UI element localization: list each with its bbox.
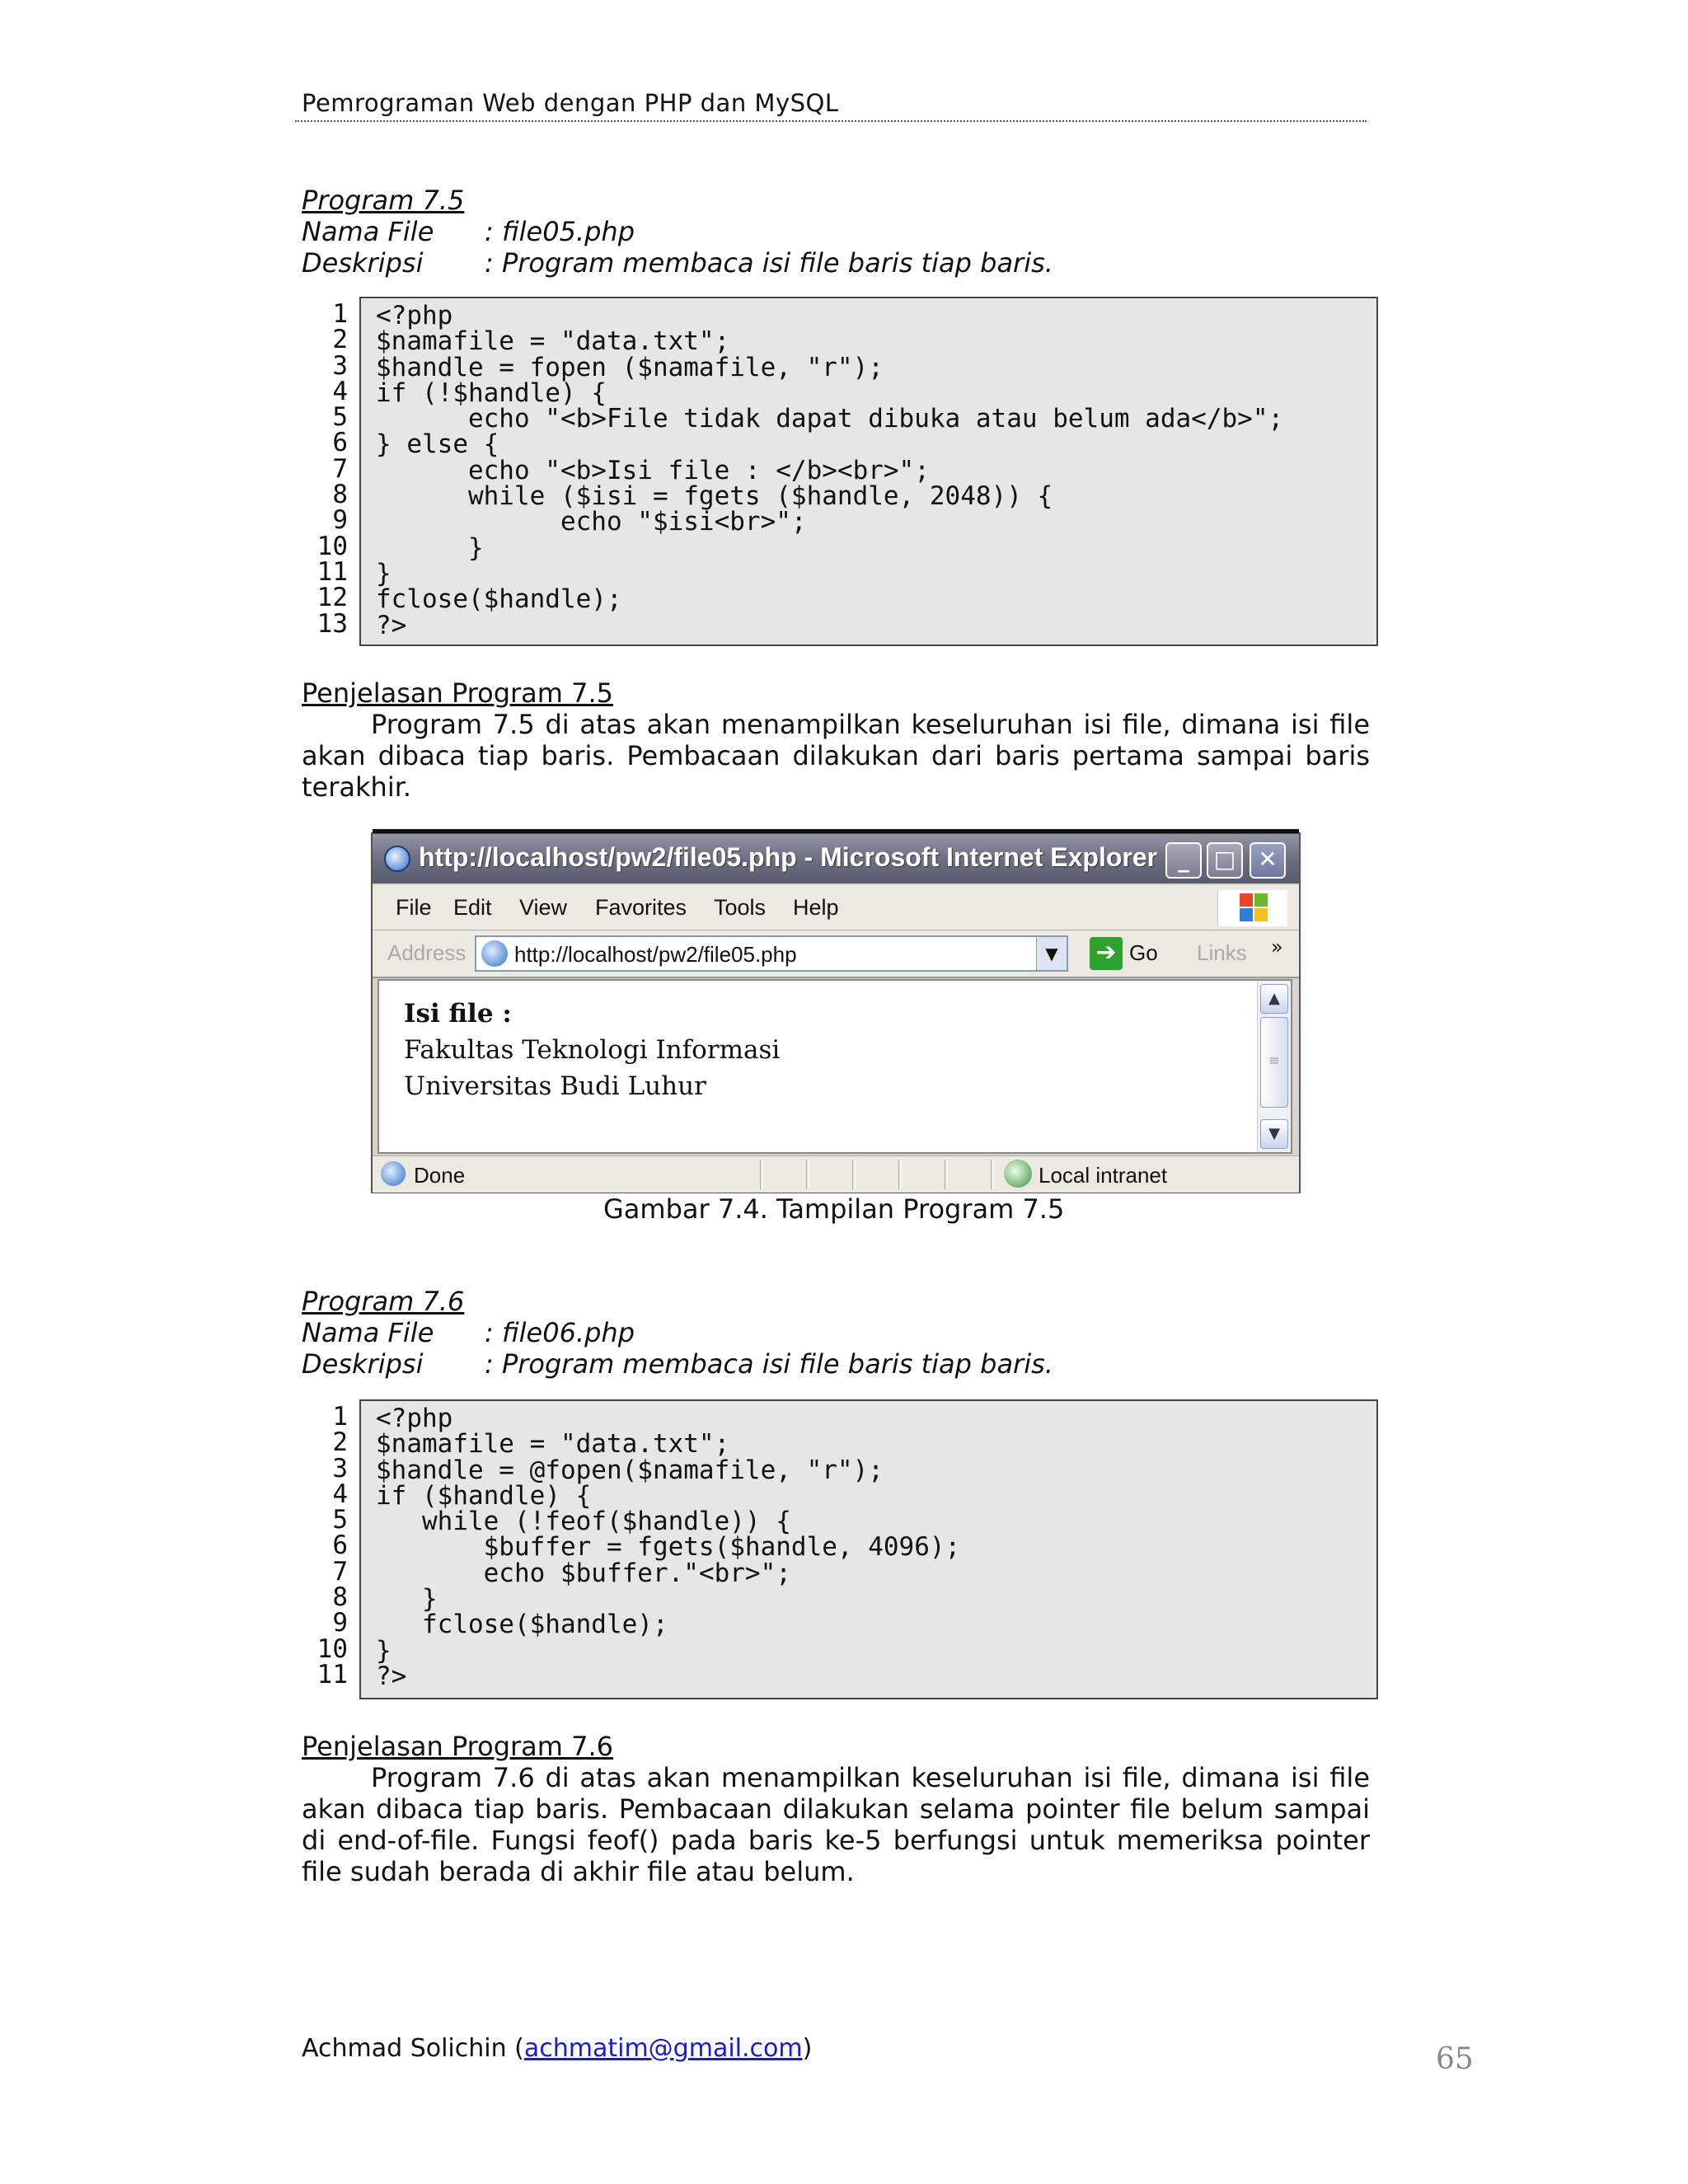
program-7-6-desc-value: : Program membaca isi file baris tiap baris. [485, 1348, 1053, 1380]
line-number: 6 [332, 428, 348, 458]
line-number: 4 [332, 1479, 348, 1509]
code-line: if (!$handle) { [376, 377, 607, 408]
program-7-6-line-numbers [298, 1404, 348, 1688]
code-line: <?php [376, 1404, 453, 1433]
code-line: fclose($handle); [376, 1610, 668, 1640]
line-number: 10 [316, 1633, 348, 1664]
status-divider [898, 1160, 902, 1189]
code-line: echo "$isi<br>"; [376, 507, 807, 537]
content-heading: Isi file : [404, 999, 512, 1029]
code-line: while ($isi = fgets ($handle, 2048)) { [376, 481, 1053, 512]
code-line: echo "<b>Isi file : </b><br>"; [376, 455, 930, 485]
line-number: 11 [316, 556, 348, 587]
windows-logo [1217, 890, 1287, 926]
program-7-5-file-value: : file05.php [485, 216, 635, 247]
line-number: 9 [332, 505, 348, 536]
links-label[interactable]: Links [1197, 940, 1247, 965]
status-divider [945, 1160, 948, 1189]
line-number: 3 [332, 1453, 348, 1483]
status-divider [806, 1160, 809, 1189]
scroll-thumb[interactable]: ≡ [1260, 1017, 1288, 1108]
code-line: echo "<b>File tidak dapat dibuka atau belum ada</b>"; [376, 404, 1284, 434]
browser-window [371, 832, 1301, 1193]
menu-help[interactable]: Help [793, 895, 839, 920]
code-line: ?> [376, 1661, 407, 1691]
line-number: 7 [332, 453, 348, 484]
address-input[interactable] [475, 935, 1068, 972]
address-url: http://localhost/pw2/file05.php [514, 942, 797, 967]
footer-author-name: Achmad Solichin ( [302, 2034, 524, 2063]
page-number: 65 [1436, 2042, 1474, 2076]
code-line: } else { [376, 429, 499, 460]
status-text: Done [414, 1163, 466, 1188]
program-7-6-explain-text: Program 7.6 di atas akan menampilkan keseluruhan isi file, dimana isi file akan dibaca tiap baris. Pembacaan dilakukan selama pointer file belum sampai di end-of-file. Fungsi feof() pada baris ke-5 berfungsi untuk memeriksa pointer file sudah berada di akhir file atau belum. [302, 1762, 1370, 1887]
figure-top-rule [373, 829, 1299, 833]
vertical-scrollbar[interactable] [1257, 981, 1291, 1152]
code-line: fclose($handle); [376, 584, 622, 615]
browser-addressbar [373, 930, 1299, 978]
program-7-5-explain-title: Penjelasan Program 7.5 [302, 677, 614, 709]
browser-menubar [373, 885, 1299, 930]
menu-view[interactable]: View [519, 895, 568, 920]
footer-author [302, 2034, 812, 2063]
menu-tools[interactable]: Tools [714, 895, 767, 920]
line-number: 8 [332, 1582, 348, 1613]
line-number: 5 [332, 402, 348, 433]
status-zone: Local intranet [1039, 1163, 1168, 1188]
line-number: 9 [332, 1608, 348, 1638]
program-7-5-file-label: Nama File [302, 216, 434, 247]
line-number: 1 [332, 299, 348, 329]
scroll-up-icon[interactable]: ▲ [1260, 984, 1288, 1014]
program-7-6-file-value: : file06.php [485, 1317, 635, 1348]
footer-email-link[interactable]: achmatim@gmail.com [523, 2034, 803, 2063]
menu-file[interactable]: File [396, 895, 432, 920]
line-number: 7 [332, 1556, 348, 1586]
line-number: 2 [332, 325, 348, 355]
program-7-6-code-box [359, 1399, 1378, 1699]
program-7-5-desc-value: : Program membaca isi file baris tiap baris. [485, 247, 1053, 279]
close-button[interactable]: ✕ [1250, 842, 1286, 879]
line-number: 10 [316, 531, 348, 561]
menu-favorites[interactable]: Favorites [595, 895, 687, 920]
code-line: } [376, 558, 392, 588]
line-number: 8 [332, 480, 348, 510]
browser-statusbar [373, 1155, 1299, 1193]
program-7-5-desc-label: Deskripsi [302, 247, 424, 279]
address-label: Address [387, 940, 467, 965]
code-line: ?> [376, 610, 407, 640]
code-line: $namafile = "data.txt"; [376, 1429, 730, 1460]
code-line: $handle = fopen ($namafile, "r"); [376, 352, 884, 382]
page-icon [481, 940, 508, 967]
go-arrow-icon[interactable]: ➔ [1090, 937, 1123, 970]
status-divider [760, 1160, 763, 1189]
go-button[interactable]: Go [1129, 940, 1158, 965]
program-7-5-line-numbers [298, 299, 348, 639]
program-7-6-title: Program 7.6 [302, 1286, 465, 1317]
code-line: $handle = @fopen($namafile, "r"); [376, 1455, 884, 1485]
content-line: Universitas Budi Luhur [404, 1071, 706, 1101]
program-7-6-desc-label: Deskripsi [302, 1348, 424, 1380]
code-line: } [376, 1584, 438, 1615]
browser-titlebar [373, 834, 1299, 883]
figure-caption: Gambar 7.4. Tampilan Program 7.5 [603, 1193, 1065, 1225]
line-number: 11 [316, 1659, 348, 1690]
scroll-down-icon[interactable]: ▼ [1260, 1119, 1288, 1149]
intranet-globe-icon [1004, 1160, 1032, 1188]
maximize-button[interactable]: □ [1207, 842, 1243, 879]
code-line: $buffer = fgets($handle, 4096); [376, 1532, 961, 1563]
status-divider [991, 1160, 994, 1189]
line-number: 12 [316, 583, 348, 613]
chevron-down-icon[interactable]: ▼ [1036, 937, 1067, 970]
line-number: 6 [332, 1530, 348, 1561]
line-number: 13 [316, 608, 348, 639]
program-7-6-file-label: Nama File [302, 1317, 434, 1348]
code-line: <?php [376, 301, 453, 330]
program-7-6-explain-title: Penjelasan Program 7.6 [302, 1731, 614, 1762]
code-line: while (!feof($handle)) { [376, 1507, 791, 1537]
line-number: 3 [332, 350, 348, 381]
browser-title: http://localhost/pw2/file05.php - Microsoft Internet Explorer [419, 842, 1158, 872]
footer-close-paren: ) [802, 2034, 813, 2063]
line-number: 5 [332, 1505, 348, 1535]
header-divider [295, 120, 1367, 122]
program-7-5-explain-text: Program 7.5 di atas akan menampilkan keseluruhan isi file, dimana isi file akan dibaca tiap baris. Pembacaan dilakukan dari baris pertama sampai baris terakhir. [302, 709, 1370, 803]
code-line: echo $buffer."<br>"; [376, 1558, 791, 1588]
line-number: 2 [332, 1427, 348, 1458]
code-line: } [376, 1635, 392, 1666]
page-header-title: Pemrograman Web dengan PHP dan MySQL [302, 89, 839, 117]
program-7-5-title: Program 7.5 [302, 185, 465, 216]
status-divider [852, 1160, 856, 1189]
menu-edit[interactable]: Edit [453, 895, 492, 920]
line-number: 1 [332, 1402, 348, 1432]
code-line: $namafile = "data.txt"; [376, 326, 730, 357]
program-7-5-code-box [359, 297, 1378, 646]
chevron-right-double-icon[interactable]: » [1271, 935, 1283, 958]
page-status-icon [381, 1161, 406, 1186]
code-line: } [376, 532, 484, 563]
browser-viewport [377, 979, 1292, 1154]
ie-icon [384, 846, 410, 872]
code-line: if ($handle) { [376, 1480, 592, 1511]
line-number: 4 [332, 376, 348, 406]
windows-flag-icon [1240, 893, 1269, 923]
minimize-button[interactable]: _ [1165, 842, 1202, 879]
content-line: Fakultas Teknologi Informasi [404, 1035, 781, 1065]
